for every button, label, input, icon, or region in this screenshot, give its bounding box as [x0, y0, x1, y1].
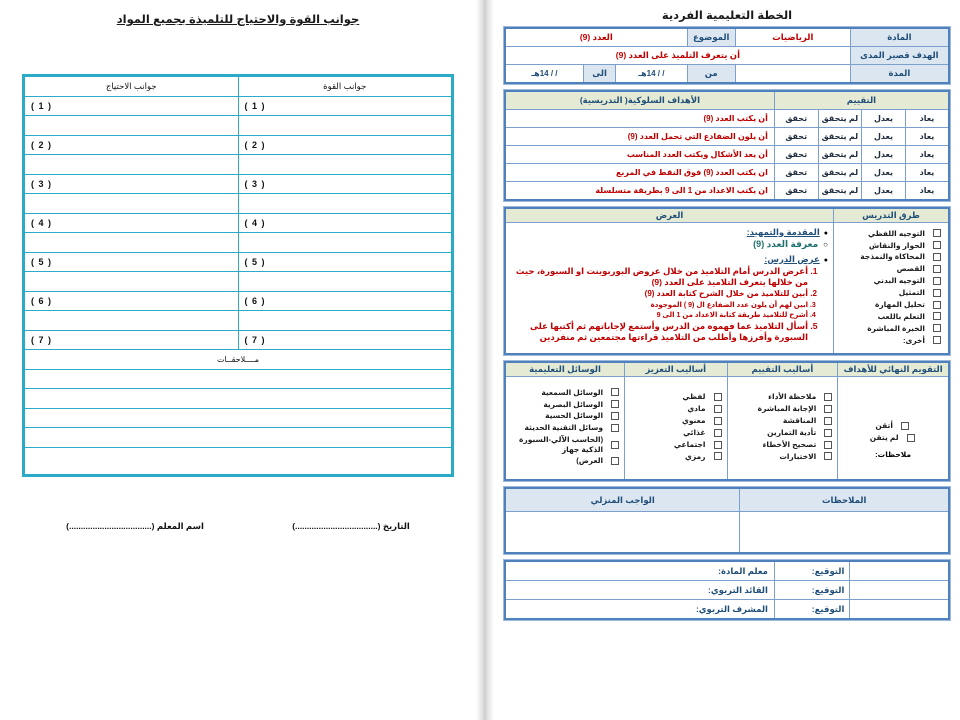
reinforce-label: اجتماعي: [673, 439, 706, 449]
intro-label: ● المقدمة والتمهيد:: [511, 227, 828, 239]
table-row: [24, 213, 453, 233]
eval-label: المناقشة: [782, 416, 817, 426]
method-label: التوجيه البدني: [873, 276, 925, 286]
table-row: [24, 291, 453, 311]
from-label: من: [687, 65, 735, 84]
checkbox-icon[interactable]: [933, 289, 941, 297]
eval-col-4[interactable]: يعاد: [905, 182, 949, 201]
role-label-teacher: معلم المادة:: [505, 561, 774, 581]
table-row: [505, 146, 949, 164]
method-label: التمثيل: [898, 288, 925, 297]
notes-header: الملاحظات: [740, 488, 949, 512]
checkbox-icon[interactable]: [611, 412, 619, 420]
list-item[interactable]: [839, 288, 941, 297]
eval-col-1[interactable]: تحقق: [774, 110, 818, 128]
strength-value[interactable]: [238, 194, 453, 214]
list-item[interactable]: [839, 312, 941, 321]
teaching-aids-cell: [505, 377, 625, 481]
table-row: [24, 135, 453, 155]
reinforcement-methods-list: [628, 390, 723, 465]
checkbox-icon[interactable]: [933, 241, 941, 249]
list-item[interactable]: [509, 456, 619, 465]
duration-range: [505, 65, 687, 84]
final-evaluation-list: [841, 419, 945, 447]
signature-label: التوقيع:: [774, 600, 849, 620]
checkbox-icon[interactable]: [611, 441, 619, 449]
table-row: [24, 252, 453, 272]
table-row: [24, 350, 453, 370]
eval-col-3[interactable]: يعدل: [862, 182, 906, 201]
list-item[interactable]: [628, 392, 721, 401]
strength-number: ( 7 ): [238, 330, 453, 350]
method-label: تحليل المهارة: [874, 299, 925, 309]
table-row: [505, 164, 949, 182]
table-row: [505, 377, 949, 481]
checkbox-icon[interactable]: [714, 441, 722, 449]
table-header-row: [505, 91, 949, 110]
list-item[interactable]: [839, 252, 941, 261]
checkbox-icon[interactable]: [901, 422, 909, 430]
aid-label: الوسائل السمعية: [541, 387, 604, 397]
reinforce-label: رمزي: [684, 451, 706, 461]
duration-label: المدة: [850, 65, 949, 84]
lesson-step: 1. أعرض الدرس أمام التلاميذ من خلال عروض البوربوينت او السبورة، حيث من خلالها يتعرف التلاميذ على العدد (9): [511, 266, 808, 288]
checkbox-icon[interactable]: [714, 417, 722, 425]
short-goal-label: الهدف قصير المدى: [850, 47, 949, 65]
list-item[interactable]: [509, 423, 619, 432]
lesson-label: ● عرض الدرس:: [511, 254, 828, 266]
checkbox-icon[interactable]: [611, 400, 619, 408]
table-row: [505, 28, 949, 47]
table-row: [24, 408, 453, 428]
eval-label: الاختبارات: [779, 451, 817, 461]
presentation-body-cell: [505, 222, 834, 354]
eval-col-1[interactable]: تحقق: [774, 128, 818, 146]
checkbox-icon[interactable]: [933, 312, 941, 320]
checkbox-icon[interactable]: [933, 336, 941, 344]
table-row: [24, 330, 453, 350]
list-item[interactable]: [628, 428, 721, 437]
eval-col-1[interactable]: تحقق: [774, 182, 818, 201]
checkbox-icon[interactable]: [714, 429, 722, 437]
list-item[interactable]: [628, 440, 721, 449]
checkbox-icon[interactable]: [824, 441, 832, 449]
need-number: ( 2 ): [24, 135, 239, 155]
appendix-value[interactable]: [24, 369, 453, 389]
objective-row-5: ان يكتب الاعداد من 1 الى 9 بطريقة متسلسلة: [505, 182, 774, 201]
topic-value[interactable]: العدد (9): [505, 28, 687, 47]
table-header-row: [24, 76, 453, 97]
short-goal-value[interactable]: أن يتعرف التلميذ على العدد (9): [505, 47, 850, 65]
need-number: ( 6 ): [24, 291, 239, 311]
list-item[interactable]: [509, 388, 619, 397]
list-item[interactable]: [839, 276, 941, 285]
checkbox-icon[interactable]: [824, 405, 832, 413]
lesson-step: 4. أشرح للتلاميذ طريقة كتابة الاعداد من 1 الى 9: [511, 311, 808, 320]
need-value[interactable]: [24, 155, 239, 175]
right-page-footer: [22, 521, 454, 532]
need-column-header: جوانب الاحتياج: [24, 76, 239, 97]
topic-label: الموضوع: [687, 28, 735, 47]
signature-label: التوقيع:: [774, 561, 849, 581]
appendix-label: مــــلاحقــات: [24, 350, 453, 370]
lesson-info-table: [504, 27, 950, 84]
behavioral-objectives-table: [504, 90, 950, 201]
checkbox-icon[interactable]: [933, 277, 941, 285]
list-item[interactable]: [839, 229, 941, 238]
need-number: ( 4 ): [24, 213, 239, 233]
presentation-table: [504, 207, 950, 355]
table-row: [24, 174, 453, 194]
strength-number: ( 3 ): [238, 174, 453, 194]
strength-number: ( 6 ): [238, 291, 453, 311]
lesson-step: 3. ابين لهم أن يلون عدد الضفادع ال (9 ) الموجودة: [511, 301, 808, 310]
checkbox-icon[interactable]: [907, 434, 915, 442]
eval-col-1[interactable]: تحقق: [774, 146, 818, 164]
strength-number: ( 1 ): [238, 96, 453, 116]
list-item[interactable]: [731, 392, 833, 401]
method-label: القصص: [896, 264, 925, 274]
reinforce-label: لفظي: [682, 392, 706, 402]
method-label: التوجيه اللفظي: [868, 228, 925, 238]
checkbox-icon[interactable]: [611, 388, 619, 396]
homework-value[interactable]: [505, 512, 740, 554]
checkbox-icon[interactable]: [824, 417, 832, 425]
table-row: [24, 155, 453, 175]
methods-header: طرق التدريس: [834, 208, 950, 222]
need-number: ( 7 ): [24, 330, 239, 350]
signature-field[interactable]: [850, 600, 949, 620]
page-gutter: [476, 0, 494, 720]
eval-label: ملاحظة الأداء: [768, 392, 817, 402]
list-item[interactable]: [731, 440, 833, 449]
table-row: [24, 369, 453, 389]
role-label-supervisor: المشرف التربوي:: [505, 600, 774, 620]
table-row: [505, 222, 949, 354]
table-row: [24, 272, 453, 292]
need-value[interactable]: [24, 311, 239, 331]
table-row: [505, 47, 949, 65]
appendix-value[interactable]: [24, 428, 453, 448]
strength-value[interactable]: [238, 233, 453, 253]
aid-label: الوسائل البصرية: [543, 399, 604, 409]
checkbox-icon[interactable]: [933, 324, 941, 332]
checkbox-icon[interactable]: [611, 424, 619, 432]
need-value[interactable]: [24, 272, 239, 292]
page-right: [0, 0, 476, 720]
evaluation-header: التقييم: [774, 91, 949, 110]
strength-value[interactable]: [238, 155, 453, 175]
teaching-methods-list: [839, 227, 943, 350]
table-row: [24, 447, 453, 475]
subject-value[interactable]: الرياضيات: [735, 28, 850, 47]
checkbox-icon[interactable]: [933, 253, 941, 261]
objective-row-2: أن يلون الضفادع التي تحمل العدد (9): [505, 128, 774, 146]
from-value[interactable]: / / 14هـ: [616, 65, 687, 82]
notes-value[interactable]: [740, 512, 949, 554]
list-item[interactable]: [839, 336, 941, 345]
method-label: الحوار والنقاش: [868, 240, 925, 250]
appendix-value[interactable]: [24, 447, 453, 475]
strength-number: ( 2 ): [238, 135, 453, 155]
strength-number: ( 4 ): [238, 213, 453, 233]
table-row: [505, 128, 949, 146]
method-label: التعلم باللعب: [877, 311, 925, 321]
reinforcement-methods-cell: [625, 377, 727, 481]
appendix-value[interactable]: [24, 389, 453, 409]
evaluation-methods-list: [731, 390, 835, 465]
intro-item: ○ معرفة العدد (9): [525, 239, 828, 250]
objective-row-1: أن يكتب العدد (9): [505, 110, 774, 128]
list-item[interactable]: [839, 264, 941, 273]
checkbox-icon[interactable]: [933, 301, 941, 309]
aid-label: العرض): [576, 456, 604, 466]
table-row: [24, 116, 453, 136]
final-label: أتقن: [875, 420, 893, 430]
table-header-row: [505, 488, 949, 512]
method-label: الخبرة المباشرة: [867, 323, 925, 333]
strength-number: ( 5 ): [238, 252, 453, 272]
eval-col-4[interactable]: يعاد: [905, 110, 949, 128]
need-number: ( 5 ): [24, 252, 239, 272]
eval-col-2[interactable]: لم يتحقق: [818, 164, 862, 182]
objective-row-3: أن يعد الأشكال ويكتب العدد المناسب: [505, 146, 774, 164]
list-item[interactable]: [509, 400, 619, 409]
eval-col-3[interactable]: يعدل: [862, 110, 906, 128]
eval-col-4[interactable]: يعاد: [905, 146, 949, 164]
table-row: [24, 428, 453, 448]
method-label: أخرى:: [902, 335, 925, 345]
to-value[interactable]: / / 14هـ: [531, 68, 558, 78]
final-notes-label: ملاحظات:: [875, 449, 912, 459]
table-header-row: [505, 208, 949, 222]
strength-column-header: جوانب القوة: [238, 76, 453, 97]
aid-label: وسائل التقنية الحديثة: [524, 423, 604, 433]
need-number: ( 3 ): [24, 174, 239, 194]
need-value[interactable]: [24, 116, 239, 136]
eval-col-2[interactable]: لم يتحقق: [818, 110, 862, 128]
lesson-steps-list: [511, 266, 824, 343]
eval-label: تصحيح الأخطاء: [762, 439, 817, 449]
table-row: [24, 96, 453, 116]
page-title-right: جوانب القوة والاحتياج للتلميذة بجميع المواد: [116, 14, 360, 26]
list-item[interactable]: [839, 300, 941, 309]
eval-col-2[interactable]: لم يتحقق: [818, 128, 862, 146]
table-row: [505, 600, 949, 620]
list-item[interactable]: [839, 241, 941, 250]
checkbox-icon[interactable]: [611, 457, 619, 465]
eval-col-3[interactable]: يعدل: [862, 164, 906, 182]
table-row: [24, 389, 453, 409]
checkbox-icon[interactable]: [824, 393, 832, 401]
evaluation-methods-header: أساليب التقييم: [727, 362, 838, 376]
eval-col-4[interactable]: يعاد: [905, 128, 949, 146]
teacher-name-field[interactable]: اسم المعلم (...................................): [66, 520, 204, 531]
checkbox-icon[interactable]: [824, 452, 832, 460]
table-row: [505, 561, 949, 581]
list-item[interactable]: [628, 404, 721, 413]
eval-col-4[interactable]: يعاد: [905, 164, 949, 182]
objectives-header: الأهداف السلوكية( التدريسية): [505, 91, 774, 110]
signature-label: التوقيع:: [774, 581, 849, 600]
checkbox-icon[interactable]: [714, 405, 722, 413]
to-label: الى: [583, 65, 615, 82]
strength-value[interactable]: [238, 311, 453, 331]
duration-blank[interactable]: [735, 65, 850, 84]
list-item[interactable]: [731, 452, 833, 461]
table-header-row: [505, 362, 949, 376]
table-row: [24, 311, 453, 331]
list-item[interactable]: [731, 404, 833, 413]
list-item[interactable]: [841, 433, 943, 442]
list-item[interactable]: [628, 416, 721, 425]
checkbox-icon[interactable]: [933, 265, 941, 273]
list-item[interactable]: [841, 421, 943, 430]
page-left: [494, 0, 960, 720]
eval-col-3[interactable]: يعدل: [862, 128, 906, 146]
presentation-header: العرض: [505, 208, 834, 222]
checkbox-icon[interactable]: [824, 429, 832, 437]
need-number: ( 1 ): [24, 96, 239, 116]
checkbox-icon[interactable]: [933, 229, 941, 237]
table-row: [505, 512, 949, 554]
lesson-step: 2. أبين للتلاميذ من خلال الشرح كتابة العدد (9): [511, 289, 808, 299]
list-item[interactable]: [839, 324, 941, 333]
reinforcement-methods-header: أساليب التعزيز: [625, 362, 727, 376]
strength-value[interactable]: [238, 272, 453, 292]
teaching-methods-cell: [834, 222, 950, 354]
eval-col-2[interactable]: لم يتحقق: [818, 182, 862, 201]
checkbox-icon[interactable]: [714, 452, 722, 460]
list-item[interactable]: [628, 452, 721, 461]
need-value[interactable]: [24, 194, 239, 214]
table-row: [24, 233, 453, 253]
table-row: [505, 182, 949, 201]
signature-field[interactable]: [850, 581, 949, 600]
final-evaluation-cell: [838, 377, 949, 481]
table-row: [24, 194, 453, 214]
list-item[interactable]: [509, 435, 619, 454]
eval-col-3[interactable]: يعدل: [862, 146, 906, 164]
aid-label: الوسائل الحسية: [545, 411, 604, 421]
eval-col-1[interactable]: تحقق: [774, 164, 818, 182]
homework-table: [504, 487, 950, 554]
list-item[interactable]: [731, 428, 833, 437]
role-label-leader: القائد التربوي:: [505, 581, 774, 600]
appendix-value[interactable]: [24, 408, 453, 428]
eval-label: تأدية التمارين: [767, 428, 817, 437]
reinforce-label: معنوي: [681, 416, 706, 426]
list-item[interactable]: [509, 411, 619, 420]
method-label: المحاكاة والنمذجة: [860, 252, 925, 262]
signatures-table: [504, 560, 950, 620]
homework-header: الواجب المنزلي: [505, 488, 740, 512]
teaching-aids-header: الوسائل التعليمية: [505, 362, 625, 376]
date-field[interactable]: التاريخ (...................................): [292, 520, 410, 531]
checkbox-icon[interactable]: [714, 393, 722, 401]
reinforce-label: مادي: [687, 404, 706, 414]
aid-label: (الحاسب الآلي-السبورة الذكية جهاز: [518, 435, 604, 454]
reinforce-label: غذائي: [683, 428, 706, 437]
page-title-left: الخطة التعليمية الفردية: [661, 10, 793, 22]
lesson-step: 5. أسأل التلاميذ عما فهموه من الدرس وأستمع لإجاباتهم ثم أكتبها على السبورة وأفرزها وأطلب من التلاميذ قراءتها مجتمعين ثم منفردين: [511, 321, 808, 343]
table-row: [505, 110, 949, 128]
signature-field[interactable]: [850, 561, 949, 581]
subject-label: المادة: [850, 28, 949, 47]
aids-and-evaluation-table: [504, 361, 950, 481]
final-evaluation-header: التقويم النهائي للأهداف: [838, 362, 949, 376]
teaching-aids-list: [509, 386, 621, 471]
strength-value[interactable]: [238, 116, 453, 136]
eval-label: الإجابة المباشرة: [757, 404, 817, 414]
evaluation-methods-cell: [727, 377, 838, 481]
strengths-needs-table: [22, 74, 454, 477]
table-row: [505, 581, 949, 600]
table-row: [505, 65, 949, 84]
need-value[interactable]: [24, 233, 239, 253]
list-item[interactable]: [731, 416, 833, 425]
objective-row-4: ان يكتب العدد (9) فوق النقط في المربع: [505, 164, 774, 182]
final-label: لم يتقن: [869, 432, 899, 442]
eval-col-2[interactable]: لم يتحقق: [818, 146, 862, 164]
